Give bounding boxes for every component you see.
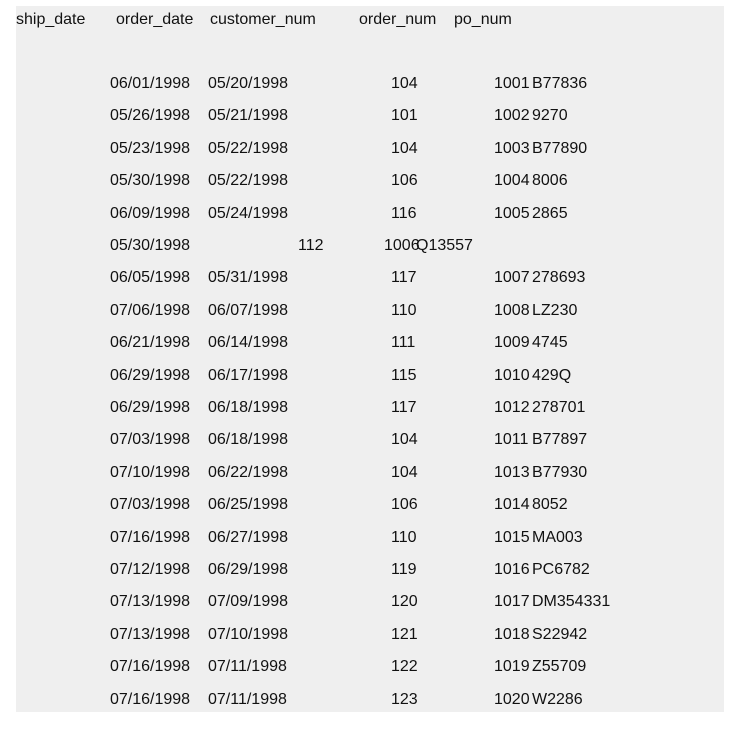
header-order-num: order_num [359,11,437,28]
cell-order-num: 1011 [494,431,529,449]
cell-customer-num: 106 [391,172,418,190]
cell-order-num: 1005 [494,204,530,222]
cell-po-num: PC6782 [532,561,590,578]
cell-ship-date: 07/16/1998 [110,690,191,708]
header-po-num: po_num [454,11,512,28]
cell-order-num: 1002 [494,107,530,125]
cell-customer-num: 116 [391,204,417,222]
cell-customer-num: 104 [391,75,418,92]
cell-order-num: 1010 [494,366,530,384]
cell-order-date: 05/24/1998 [208,204,289,222]
cell-order-date: 05/22/1998 [208,139,289,157]
cell-ship-date: 07/12/1998 [110,561,191,578]
cell-order-num: 1017 [494,593,530,611]
cell-po-num: 429Q [532,366,572,384]
cell-po-num: MA003 [532,528,583,546]
cell-order-date: 06/22/1998 [208,463,289,481]
cell-order-num: 1013 [494,463,530,481]
cell-customer-num: 104 [391,431,418,449]
cell-ship-date: 06/09/1998 [110,204,191,222]
cell-customer-num: 121 [391,625,418,643]
cell-customer-num: 115 [391,366,417,384]
cell-order-date: 06/07/1998 [208,301,289,319]
cell-customer-num: 119 [391,561,417,578]
cell-po-num: 9270 [532,107,568,125]
cell-order-date: 06/14/1998 [208,334,289,352]
cell-order-num: 1015 [494,528,530,546]
cell-order-date: 07/11/1998 [208,690,287,708]
cell-order-date: 06/18/1998 [208,399,289,416]
cell-customer-num: 120 [391,593,418,611]
cell-order-num: 1014 [494,496,530,514]
cell-customer-num: 104 [391,463,418,481]
cell-po-num: Z55709 [532,658,587,676]
cell-customer-num: 111 [391,334,416,352]
cell-customer-num: 104 [391,139,418,157]
cell-order-num: 1018 [494,625,530,643]
cell-po-num: LZ230 [532,301,578,319]
cell-customer-num: 123 [391,690,418,708]
cell-ship-date: 07/16/1998 [110,658,191,676]
cell-order-date: 05/20/1998 [208,75,289,92]
cell-po-num: B77890 [532,139,588,157]
cell-order-num: 1003 [494,139,530,157]
cell-po-num: B77930 [532,463,588,481]
cell-customer-num: 112 [298,237,324,254]
cell-ship-date: 07/13/1998 [110,593,191,611]
cell-po-num: DM354331 [532,593,611,611]
cell-order-date: 06/17/1998 [208,366,289,384]
cell-ship-date: 05/23/1998 [110,139,191,157]
cell-po-num: B77897 [532,431,588,449]
cell-po-num: 278693 [532,269,586,287]
cell-customer-num: 101 [391,107,418,125]
cell-order-num: 1008 [494,301,530,319]
cell-ship-date: 07/03/1998 [110,496,191,514]
cell-order-date: 06/25/1998 [208,496,289,514]
cell-ship-date: 07/16/1998 [110,528,191,546]
cell-ship-date: 06/01/1998 [110,75,191,92]
cell-customer-num: 110 [391,301,417,319]
cell-ship-date: 07/10/1998 [110,463,191,481]
cell-po-num: S22942 [532,625,588,643]
cell-customer-num: 117 [391,399,417,416]
cell-order-num: 1020 [494,690,530,708]
cell-order-date: 05/30/1998 [110,237,191,254]
cell-po-num: B77836 [532,75,588,92]
cell-po-num: Q13557 [416,237,473,254]
cell-order-date: 07/10/1998 [208,625,289,643]
cell-order-date: 07/09/1998 [208,593,289,611]
cell-order-date: 06/18/1998 [208,431,289,449]
cell-po-num: W2286 [532,690,583,708]
cell-order-num: 1007 [494,269,530,287]
cell-po-num: 2865 [532,204,568,222]
cell-po-num: 8006 [532,172,568,190]
header-ship-date: ship_date [16,11,86,28]
cell-ship-date: 07/06/1998 [110,301,191,319]
cell-order-date: 07/11/1998 [208,658,287,676]
cell-ship-date: 06/29/1998 [110,366,191,384]
header-order-date: order_date [116,11,194,28]
cell-customer-num: 117 [391,269,417,287]
cell-order-num: 1004 [494,172,530,190]
cell-po-num: 8052 [532,496,568,514]
cell-customer-num: 122 [391,658,418,676]
header-customer-num: customer_num [210,11,316,28]
cell-ship-date: 06/29/1998 [110,399,191,416]
cell-po-num: 278701 [532,399,586,416]
cell-order-num: 1006 [384,237,420,254]
cell-order-date: 05/31/1998 [208,269,289,287]
cell-order-date: 06/29/1998 [208,561,289,578]
cell-ship-date: 07/03/1998 [110,431,191,449]
cell-order-date: 05/22/1998 [208,172,289,190]
cell-ship-date: 05/26/1998 [110,107,191,125]
cell-order-num: 1012 [494,399,530,416]
cell-order-date: 05/21/1998 [208,107,289,125]
cell-ship-date: 05/30/1998 [110,172,191,190]
cell-order-num: 1001 [494,75,530,92]
cell-po-num: 4745 [532,334,568,352]
results-panel [16,6,724,712]
cell-customer-num: 110 [391,528,417,546]
cell-order-num: 1016 [494,561,530,578]
cell-order-num: 1009 [494,334,530,352]
cell-order-num: 1019 [494,658,530,676]
cell-ship-date: 06/21/1998 [110,334,191,352]
cell-order-date: 06/27/1998 [208,528,289,546]
cell-ship-date: 07/13/1998 [110,625,191,643]
cell-customer-num: 106 [391,496,418,514]
cell-ship-date: 06/05/1998 [110,269,191,287]
